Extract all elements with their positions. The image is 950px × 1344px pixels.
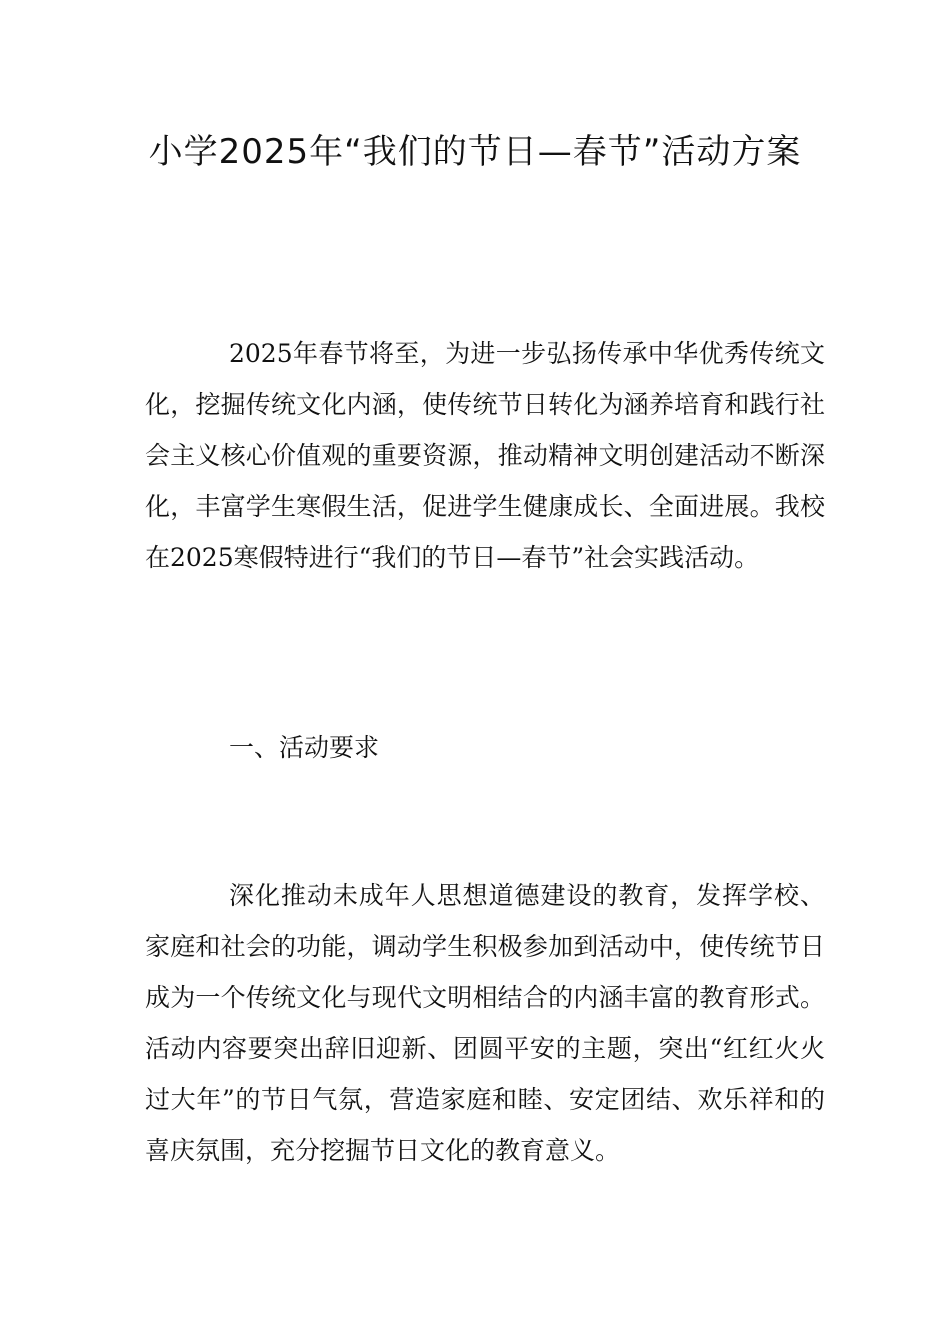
section-heading: 一、活动要求: [229, 733, 380, 762]
intro-paragraph: 2025年春节将至，为进一步弘扬传承中华优秀传统文化，挖掘传统文化内涵，使传统节日转化为涵养培育和践行社会主义核心价值观的重要资源，推动精神文明创建活动不断深化，丰富学生寒假生活，促进学生健康成长、全面进展。我校在2025寒假特进行“我们的节日—春节”社会实践活动。: [145, 339, 825, 572]
requirements-paragraph: 深化推动未成年人思想道德建设的教育，发挥学校、家庭和社会的功能，调动学生积极参加到活动中，使传统节日成为一个传统文化与现代文明相结合的内涵丰富的教育形式。活动内容要突出辞旧迎新、团圆平安的主题，突出“红红火火过大年”的节日气氛，营造家庭和睦、安定团结、欢乐祥和的喜庆氛围，充分挖掘节日文化的教育意义。: [145, 881, 825, 1165]
document-title: 小学2025年“我们的节日—春节”活动方案: [148, 132, 802, 172]
